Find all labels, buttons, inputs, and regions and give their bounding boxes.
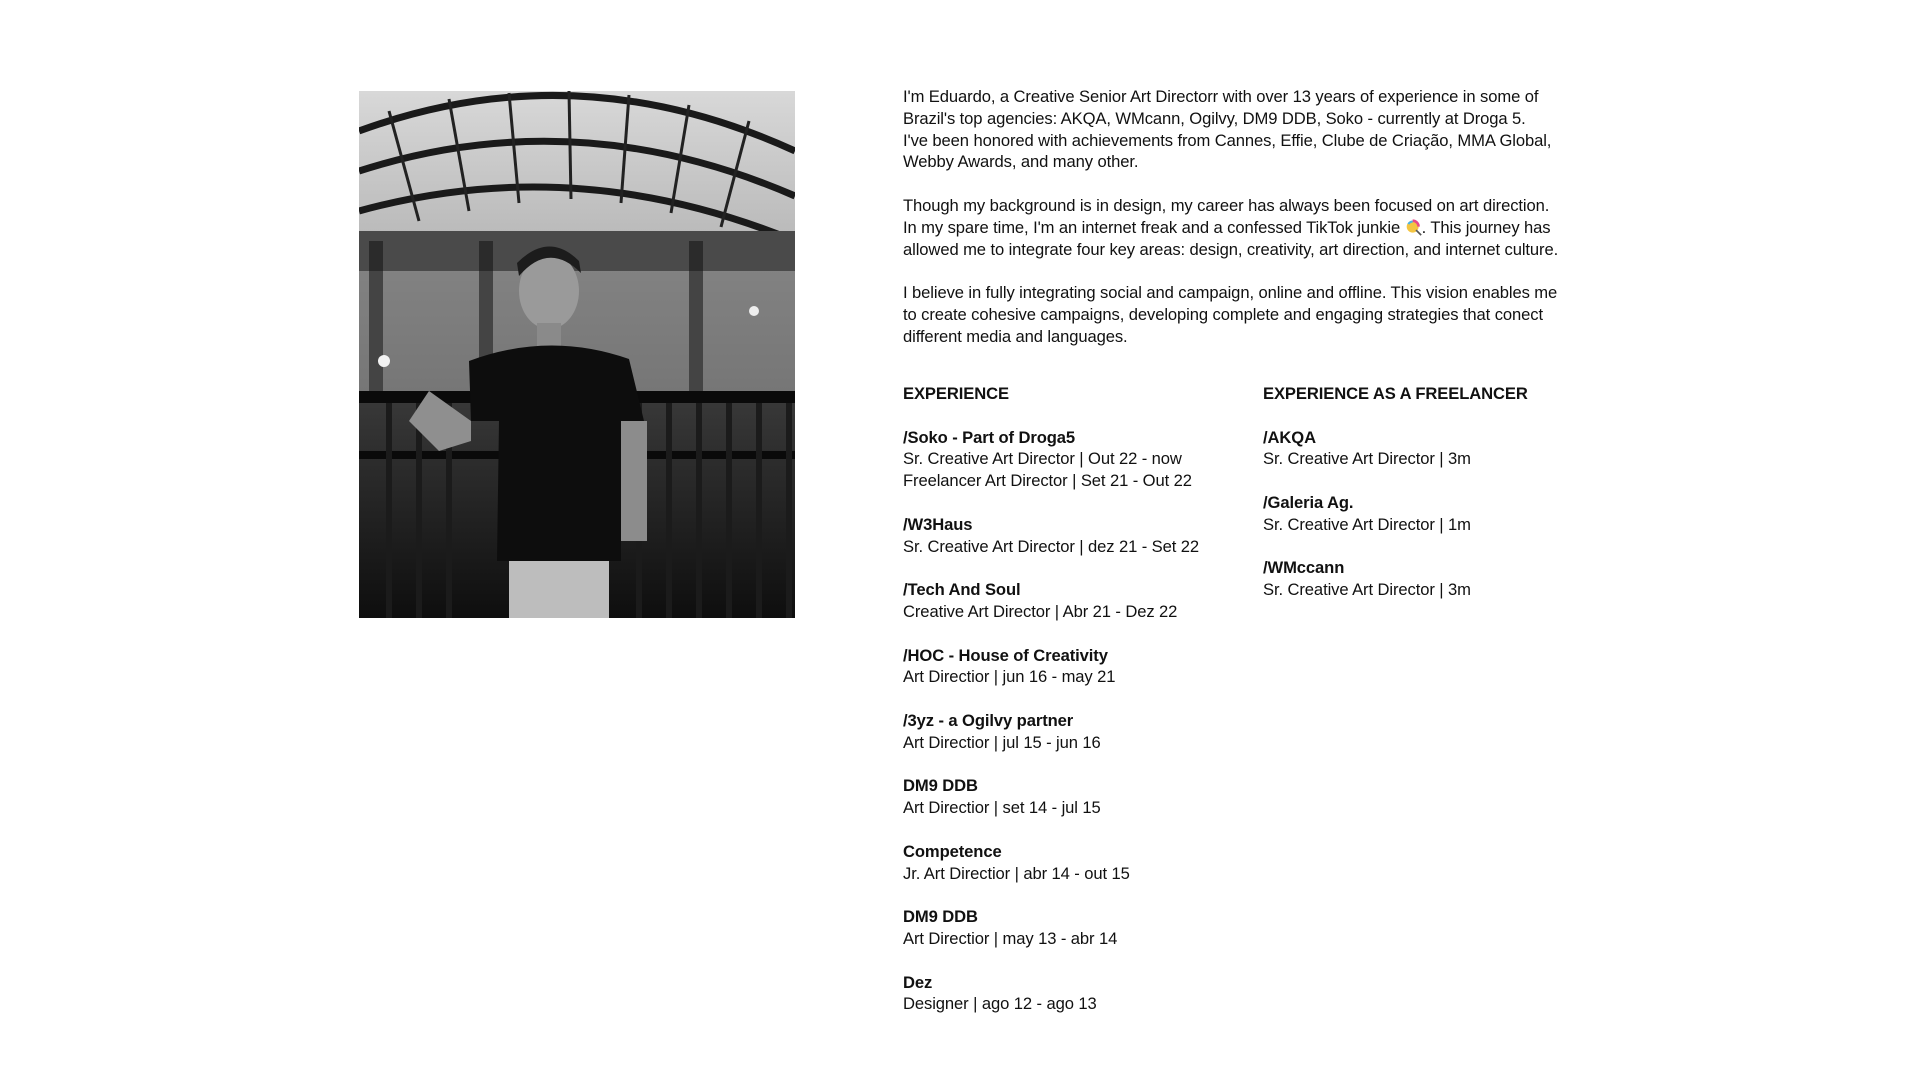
company-name: /3yz - a Ogilvy partner [903,710,1074,730]
experience-entry [903,710,1243,754]
role-line: Sr. Creative Art Director | 3m [1263,449,1471,469]
freelance-heading: EXPERIENCE AS A FREELANCER [1263,384,1528,403]
experience-entry [1263,557,1593,601]
company-name: /Soko - Part of Droga5 [903,427,1076,447]
role-line: Sr. Creative Art Director | dez 21 - Set 22 [903,536,1200,556]
company-name: /Tech And Soul [903,580,1021,600]
bio-section [903,86,1593,369]
role-line: Designer | ago 12 - ago 13 [903,994,1097,1014]
role-line: Art Directior | jun 16 - may 21 [903,667,1116,687]
company-name: /HOC - House of Creativity [903,645,1108,665]
experience-entry [903,841,1243,885]
company-name: /AKQA [1263,427,1316,447]
experience-heading: EXPERIENCE [903,384,1009,403]
company-name: DM9 DDB [903,907,978,927]
portrait-image [359,91,795,618]
experience-entry [903,972,1243,1016]
role-line: Sr. Creative Art Director | 1m [1263,514,1471,534]
role-line: Sr. Creative Art Director | 3m [1263,580,1471,600]
role-line: Freelancer Art Director | Set 21 - Out 22 [903,471,1192,491]
experience-entry [903,579,1243,623]
role-line: Art Directior | jul 15 - jun 16 [903,732,1101,752]
experience-entry [903,775,1243,819]
experience-list [903,427,1243,1016]
bio-paragraph-3: I believe in fully integrating social and campaign, online and offline. This vision enables me to create cohesive campaigns, developing complete and engaging strategies that conect different media and languages. [903,283,1558,346]
freelance-section [1263,383,1593,623]
portrait-photo [359,91,795,618]
bio-paragraph-2-line-1: Though my background is in design, my career has always been focused on art direction. [903,195,1550,215]
bio-paragraph-1: I'm Eduardo, a Creative Senior Art Directorr with over 13 years of experience in some of Brazil's top agencies: AKQA, WMcann, Ogilvy, DM9 DDB, Soko - currently at Droga 5. I've been honored with achievements from Cannes, Effie, Clube de Criação, MMA Global, Webby Awards, and many other. [903,87,1552,172]
company-name: /WMccann [1263,558,1345,578]
experience-entry [903,906,1243,950]
experience-section [903,383,1243,1037]
company-name: DM9 DDB [903,776,978,796]
company-name: Competence [903,841,1002,861]
bio-paragraph-2-line-3: allowed me to integrate four key areas: design, creativity, art direction, and internet culture. [903,239,1559,259]
experience-entry [1263,492,1593,536]
bio-paragraph-2-line-2-end: . This journey has [1421,217,1551,237]
experience-entry [903,514,1243,558]
bio-paragraph-2 [903,195,1593,260]
company-name: /Galeria Ag. [1263,492,1354,512]
company-name: Dez [903,972,933,992]
experience-entry [903,427,1243,492]
role-line: Art Directior | may 13 - abr 14 [903,928,1118,948]
role-line: Creative Art Director | Abr 21 - Dez 22 [903,601,1178,621]
experience-entry [903,645,1243,689]
company-name: /W3Haus [903,514,973,534]
bio-paragraph-2-line-2-start: In my spare time, I'm an internet freak and a confessed TikTok junkie [903,217,1405,237]
experience-entry [1263,427,1593,471]
lollipop-icon [1405,219,1422,236]
role-line: Jr. Art Directior | abr 14 - out 15 [903,863,1130,883]
role-line: Sr. Creative Art Director | Out 22 - now [903,449,1182,469]
role-line: Art Directior | set 14 - jul 15 [903,798,1101,818]
freelance-list [1263,427,1593,601]
